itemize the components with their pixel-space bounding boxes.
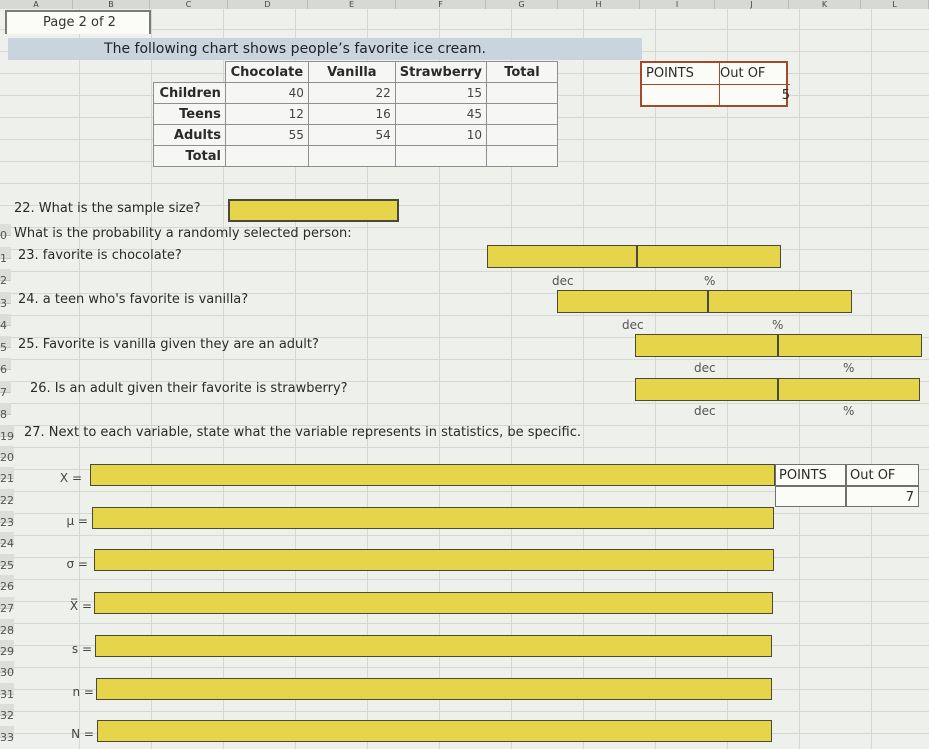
column-header-d[interactable]: D [228, 0, 308, 9]
cell-children-vanilla[interactable]: 22 [308, 83, 395, 104]
row-header[interactable]: 20 [0, 446, 14, 458]
cell-teens-strawberry[interactable]: 45 [395, 104, 486, 125]
row-label-adults[interactable]: Adults [154, 125, 226, 146]
cell-adults-chocolate[interactable]: 55 [225, 125, 308, 146]
row-header[interactable]: 25 [0, 554, 14, 566]
question-22: 22. What is the sample size? [14, 201, 201, 216]
table-row [154, 104, 558, 125]
column-header-e[interactable]: E [308, 0, 396, 9]
column-header-g[interactable]: G [486, 0, 558, 9]
row-label-total[interactable]: Total [154, 146, 226, 167]
row-header[interactable]: 19 [0, 425, 14, 437]
variable-x-label: X = [59, 471, 82, 485]
variable-s-label: s = [71, 642, 92, 656]
points-box-1 [640, 61, 788, 107]
column-header-a[interactable]: A [0, 0, 73, 9]
row-header[interactable]: 4 [0, 314, 11, 326]
dec-label: dec [622, 318, 644, 332]
variable-mu-input[interactable] [92, 507, 774, 529]
row-header[interactable]: 23 [0, 511, 14, 523]
out-of-value[interactable]: 5 [781, 88, 790, 103]
header-vanilla[interactable]: Vanilla [308, 62, 395, 83]
cell-teens-chocolate[interactable]: 12 [225, 104, 308, 125]
question-27: 27. Next to each variable, state what the variable represents in statistics, be specific. [24, 425, 581, 440]
answer-23-pct-input[interactable] [637, 245, 781, 268]
row-header[interactable]: 29 [0, 640, 14, 652]
variable-n-input[interactable] [96, 678, 772, 700]
question-24: 24. a teen who's favorite is vanilla? [18, 292, 249, 307]
points-label: POINTS [642, 63, 720, 85]
row-header[interactable]: 27 [0, 597, 14, 609]
column-header-c[interactable]: C [150, 0, 228, 9]
question-25: 25. Favorite is vanilla given they are an adult? [18, 337, 319, 352]
dec-label: dec [552, 274, 574, 288]
dec-label: dec [694, 404, 716, 418]
variable-sigma-label: σ = [66, 557, 88, 571]
column-header-l[interactable]: L [861, 0, 929, 9]
row-header[interactable]: 24 [0, 532, 14, 544]
question-26: 26. Is an adult given their favorite is strawberry? [30, 381, 348, 396]
row-header[interactable]: 26 [0, 575, 14, 587]
points-label: POINTS [775, 464, 846, 486]
row-header[interactable]: 30 [0, 661, 14, 673]
points-input[interactable] [775, 486, 846, 507]
variable-xbar-label: X̅ = [69, 599, 92, 613]
variable-N-label: N = [71, 727, 94, 741]
answer-25-pct-input[interactable] [778, 334, 922, 357]
row-header[interactable]: 6 [0, 358, 11, 370]
ice-cream-table [153, 61, 558, 167]
answer-26-dec-input[interactable] [635, 378, 778, 401]
variable-sigma-input[interactable] [94, 549, 774, 571]
cell-children-strawberry[interactable]: 15 [395, 83, 486, 104]
variable-mu-label: μ = [66, 514, 88, 528]
cell-adults-total[interactable] [486, 125, 557, 146]
out-of-label: Out OF [716, 63, 790, 85]
answer-24-pct-input[interactable] [708, 290, 852, 313]
cell-children-total[interactable] [486, 83, 557, 104]
cell-children-chocolate[interactable]: 40 [225, 83, 308, 104]
pct-label: % [843, 361, 855, 375]
row-header[interactable]: 31 [0, 683, 14, 695]
row-header[interactable]: 21 [0, 467, 14, 479]
column-header-f[interactable]: F [396, 0, 486, 9]
row-header[interactable]: 8 [0, 403, 11, 415]
row-header[interactable]: 7 [0, 381, 11, 393]
table-row [154, 125, 558, 146]
column-header-b[interactable]: B [73, 0, 150, 9]
row-header[interactable]: 22 [0, 489, 14, 501]
answer-25-dec-input[interactable] [635, 334, 778, 357]
cell-total-vanilla[interactable] [308, 146, 395, 167]
variable-xbar-input[interactable] [94, 592, 773, 614]
out-of-label: Out OF [846, 464, 919, 486]
column-header-k[interactable]: K [789, 0, 861, 9]
question-23: 23. favorite is chocolate? [18, 248, 182, 263]
page-label: Page 2 of 2 [5, 10, 151, 34]
row-header[interactable]: 3 [0, 292, 11, 304]
variable-N-input[interactable] [97, 720, 772, 742]
row-header[interactable]: 5 [0, 336, 11, 348]
cell-total-chocolate[interactable] [225, 146, 308, 167]
cell-adults-strawberry[interactable]: 10 [395, 125, 486, 146]
table-corner [154, 62, 226, 83]
column-header-h[interactable]: H [558, 0, 640, 9]
cell-adults-vanilla[interactable]: 54 [308, 125, 395, 146]
cell-total-strawberry[interactable] [395, 146, 486, 167]
dec-label: dec [694, 361, 716, 375]
column-header-j[interactable]: J [715, 0, 789, 9]
row-header[interactable]: 2 [0, 269, 11, 281]
variable-x-input[interactable] [90, 464, 775, 486]
variable-s-input[interactable] [95, 635, 772, 657]
out-of-value[interactable]: 7 [846, 486, 919, 507]
probability-intro: What is the probability a randomly selected person: [14, 226, 352, 241]
pct-label: % [843, 404, 855, 418]
header-strawberry[interactable]: Strawberry [395, 62, 486, 83]
points-input[interactable] [642, 85, 720, 105]
table-row [154, 146, 558, 167]
chart-title: The following chart shows people’s favorite ice cream. [8, 38, 642, 60]
cell-teens-vanilla[interactable]: 16 [308, 104, 395, 125]
header-total[interactable]: Total [486, 62, 557, 83]
row-header[interactable]: 32 [0, 704, 14, 716]
cell-total-total[interactable] [486, 146, 557, 167]
pct-label: % [772, 318, 784, 332]
variable-n-label: n = [72, 685, 94, 699]
cell-teens-total[interactable] [486, 104, 557, 125]
table-header-row [154, 62, 558, 83]
answer-26-pct-input[interactable] [778, 378, 920, 401]
row-header[interactable]: 0 [0, 224, 11, 236]
row-header[interactable]: 28 [0, 619, 14, 631]
table-row [154, 83, 558, 104]
answer-24-dec-input[interactable] [557, 290, 708, 313]
row-header[interactable]: 33 [0, 726, 14, 738]
column-header-i[interactable]: I [640, 0, 715, 9]
answer-23-dec-input[interactable] [487, 245, 637, 268]
row-header[interactable]: 1 [0, 247, 11, 259]
row-label-teens[interactable]: Teens [154, 104, 226, 125]
row-label-children[interactable]: Children [154, 83, 226, 104]
header-chocolate[interactable]: Chocolate [225, 62, 308, 83]
pct-label: % [704, 274, 716, 288]
answer-22-input[interactable] [228, 199, 399, 222]
